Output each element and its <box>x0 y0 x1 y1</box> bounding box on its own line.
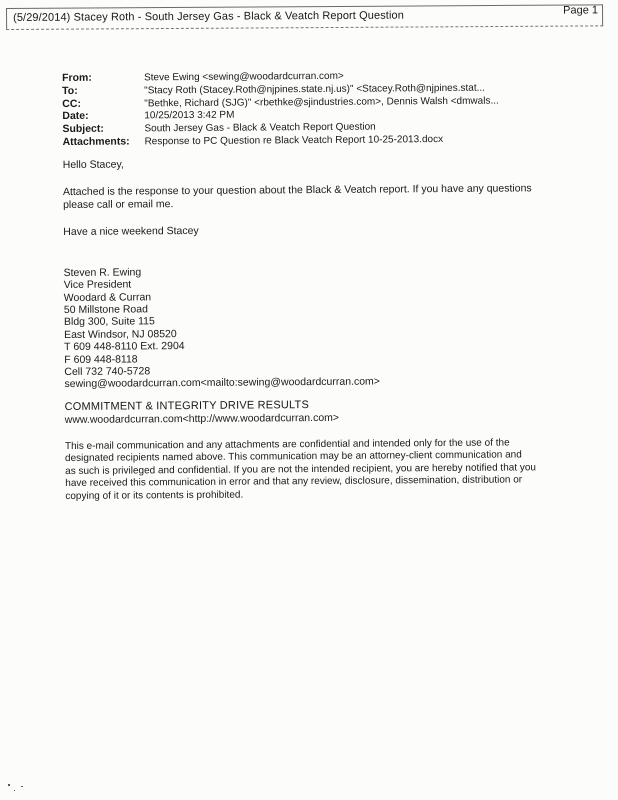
field-value: Response to PC Question re Black Veatch Report 10-25-2013.docx <box>144 133 444 148</box>
scan-speck <box>8 784 10 786</box>
body-line: Attached is the response to your question about the Black & Veatch report. If you have any questions <box>62 182 532 198</box>
signature-email: sewing@woodardcurran.com<mailto:sewing@woodardcurran.com> <box>64 375 380 391</box>
field-value: "Stacy Roth (Stacey.Roth@njpines.state.nj.us)" <Stacey.Roth@njpines.stat... <box>144 82 485 97</box>
field-label: Attachments: <box>62 135 130 148</box>
email-header-fields <box>62 68 603 149</box>
field-value: Steve Ewing <sewing@woodardcurran.com> <box>144 70 344 84</box>
signature-address: 50 Millstone Road <box>63 303 148 316</box>
field-label: Subject: <box>62 122 104 136</box>
greeting: Hello Stacey, <box>62 158 124 171</box>
field-label: Date: <box>62 110 89 123</box>
company-website: www.woodardcurran.com<http://www.woodardcurran.com> <box>64 411 340 426</box>
disclaimer-line: have received this communication in error and that any review, disclosure, dissemination, distribution or <box>65 474 523 490</box>
disclaimer-line: designated recipients named above. This communication may be an attorney-client communication and <box>64 449 522 465</box>
email-content <box>62 68 605 504</box>
disclaimer-line: This e-mail communication and any attachments are confidential and intended only for the use of the <box>64 437 510 452</box>
confidentiality-disclaimer <box>65 436 605 503</box>
signature-name: Steven R. Ewing <box>63 266 142 279</box>
header-title: (5/29/2014) Stacey Roth - South Jersey Gas - Black & Veatch Report Question <box>13 9 404 24</box>
field-label: From: <box>62 71 92 84</box>
message-body <box>63 182 603 212</box>
signature-suite: Bldg 300, Suite 115 <box>63 315 155 329</box>
signature-title: Vice President <box>63 278 132 292</box>
page-number: Page 1 <box>563 4 599 17</box>
signature-block <box>64 263 605 391</box>
signature-fax: F 609 448-8118 <box>64 352 138 366</box>
field-value: "Bethke, Richard (SJG)" <rbethke@sjindustries.com>, Dennis Walsh <dmwals... <box>144 95 499 109</box>
field-value: 10/25/2013 3:42 PM <box>144 110 235 122</box>
field-label: To: <box>62 84 78 97</box>
field-label: CC: <box>62 97 81 110</box>
print-header <box>6 4 603 30</box>
scan-speck <box>14 790 15 791</box>
field-value: South Jersey Gas - Black & Veatch Report Question <box>144 121 376 135</box>
signature-city: East Windsor, NJ 08520 <box>64 327 177 341</box>
body-line: please call or email me. <box>62 197 174 211</box>
signature-cell: Cell 732 740-5728 <box>64 365 151 378</box>
disclaimer-line: as such is privileged and confidential. If you are not the intended recipient, you are hereby notified that you <box>65 462 537 477</box>
signature-company: Woodard & Curran <box>63 290 152 304</box>
company-motto: COMMITMENT & INTEGRITY DRIVE RESULTS <box>64 398 310 413</box>
closing-line: Have a nice weekend Stacey <box>63 224 199 238</box>
disclaimer-line: copying of it or its contents is prohibited. <box>65 489 244 503</box>
signature-phone: T 609 448-8110 Ext. 2904 <box>64 340 185 354</box>
scan-speck <box>21 786 23 787</box>
